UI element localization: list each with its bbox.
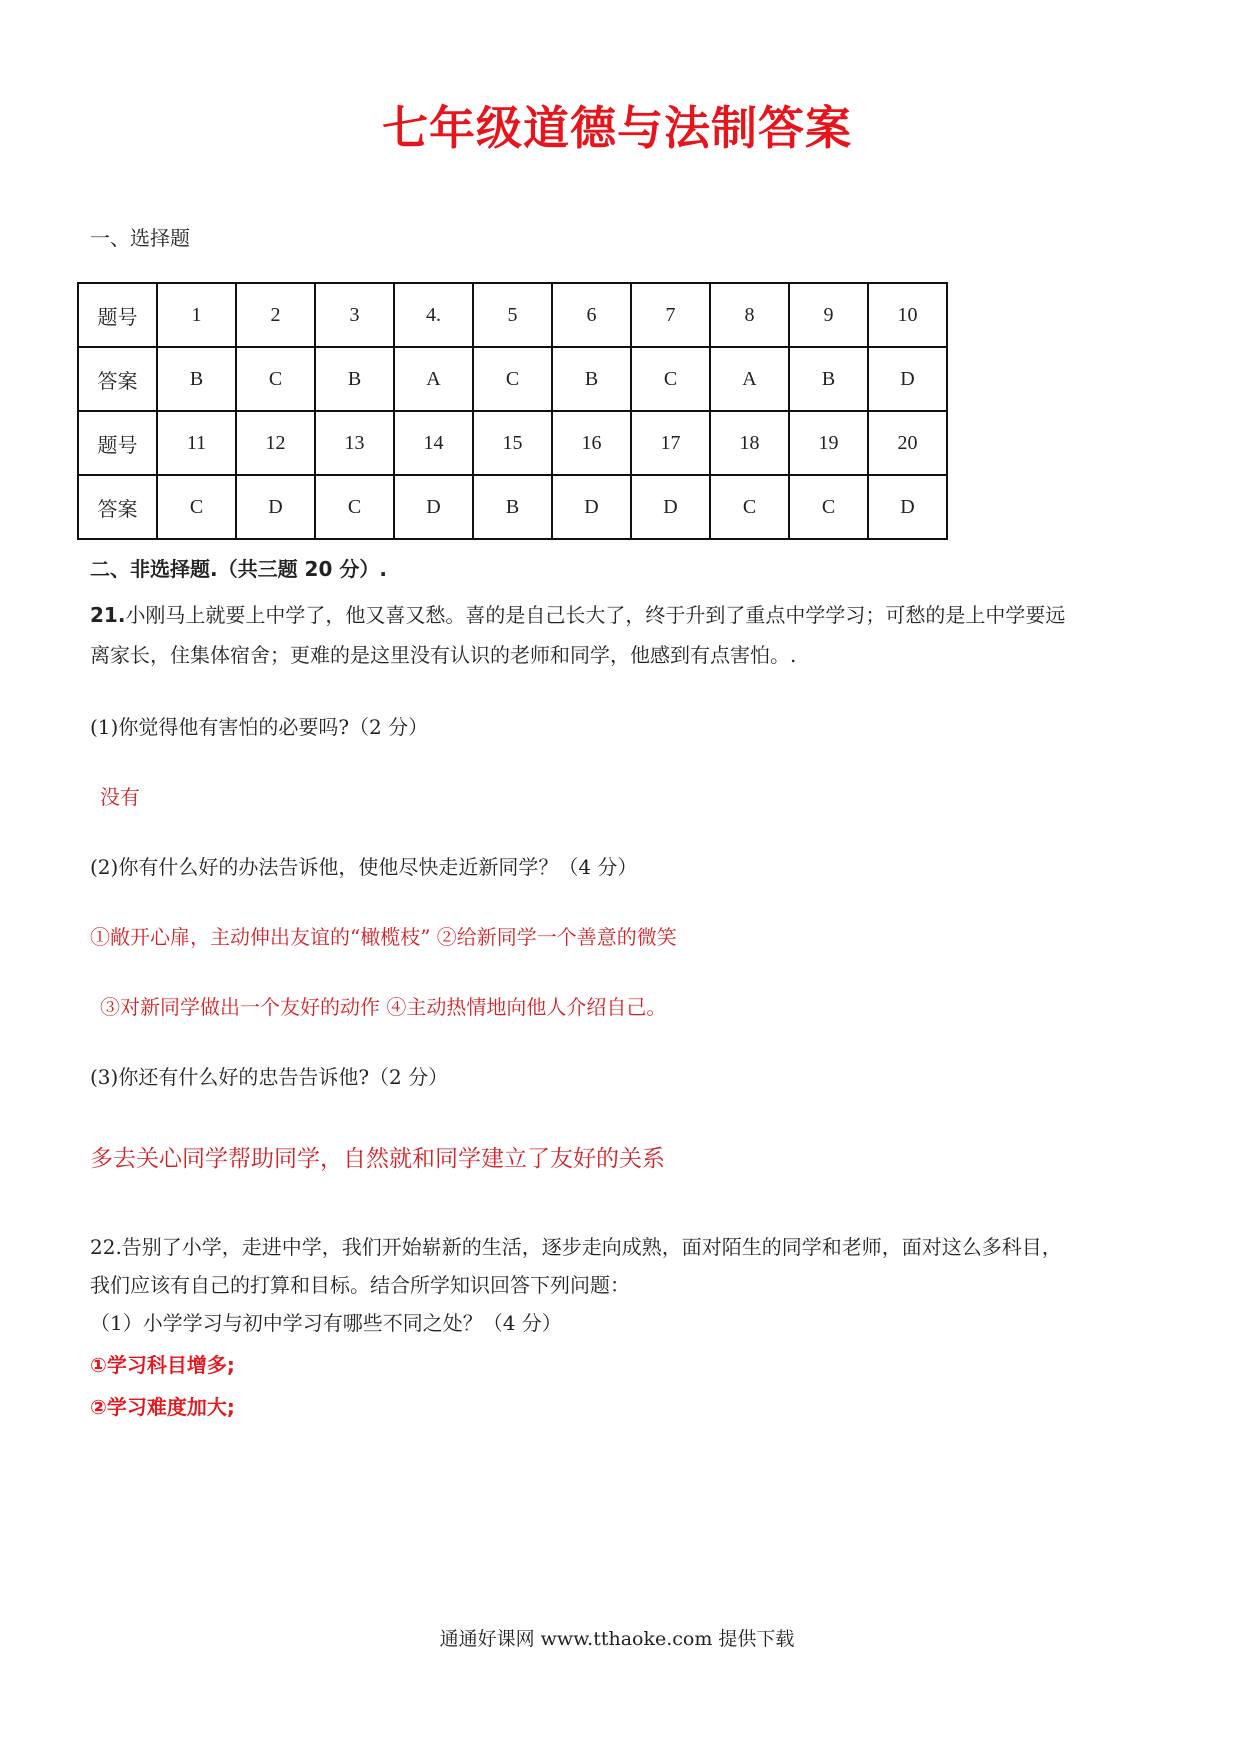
question-22-text-line1: 22.告别了小学，走进中学，我们开始崭新的生活，逐步走向成熟，面对陌生的同学和老师，面对这么多科目，	[90, 1235, 1062, 1259]
table-cell: 8	[710, 283, 789, 347]
table-cell: 15	[473, 411, 552, 475]
table-cell: 17	[631, 411, 710, 475]
answer-table	[77, 282, 948, 540]
table-cell: B	[315, 347, 394, 411]
question-21-sub3: (3)你还有什么好的忠告告诉他?（2 分）	[90, 1065, 449, 1089]
table-cell: 1	[157, 283, 236, 347]
question-21-answer1: 没有	[100, 785, 140, 809]
page-title: 七年级道德与法制答案	[382, 101, 852, 155]
table-cell: 13	[315, 411, 394, 475]
table-cell: 14	[394, 411, 473, 475]
table-cell: 9	[789, 283, 868, 347]
table-cell: 5	[473, 283, 552, 347]
question-22-sub1: （1）小学学习与初中学习有哪些不同之处？（4 分）	[90, 1311, 562, 1335]
table-cell: 4.	[394, 283, 473, 347]
table-cell: B	[473, 475, 552, 539]
table-cell: C	[710, 475, 789, 539]
table-row-label: 题号	[78, 411, 157, 475]
question-21-stem: 小刚马上就要上中学了，他又喜又愁。喜的是自己长大了，终于升到了重点中学学习；可愁的是上中学要远	[125, 603, 1066, 627]
table-cell: 2	[236, 283, 315, 347]
table-cell: A	[394, 347, 473, 411]
table-cell: C	[789, 475, 868, 539]
table-row-label: 答案	[78, 475, 157, 539]
table-row	[78, 347, 947, 411]
question-21-answer2-line2: ③对新同学做出一个友好的动作 ④主动热情地向他人介绍自己。	[100, 995, 667, 1019]
table-cell: C	[236, 347, 315, 411]
table-cell: 16	[552, 411, 631, 475]
question-21-sub2: (2)你有什么好的办法告诉他，使他尽快走近新同学？（4 分）	[90, 855, 638, 879]
table-row-label: 答案	[78, 347, 157, 411]
table-cell: C	[473, 347, 552, 411]
table-cell: 11	[157, 411, 236, 475]
section-heading-non-choice: 二、非选择题.（共三题 20 分）.	[90, 557, 387, 581]
table-row-label: 题号	[78, 283, 157, 347]
table-cell: 7	[631, 283, 710, 347]
question-21-answer3: 多去关心同学帮助同学，自然就和同学建立了友好的关系	[90, 1146, 665, 1172]
page-footer: 通通好课网 www.tthaoke.com 提供下载	[439, 1628, 795, 1650]
table-cell: 19	[789, 411, 868, 475]
question-21-number: 21.	[90, 603, 126, 627]
section-heading-multiple-choice: 一、选择题	[90, 226, 190, 250]
question-21-text-line1	[90, 600, 1065, 630]
table-cell: 10	[868, 283, 947, 347]
question-22-answer1-line1: ①学习科目增多;	[90, 1353, 235, 1377]
table-cell: 6	[552, 283, 631, 347]
table-cell: D	[631, 475, 710, 539]
table-cell: 12	[236, 411, 315, 475]
table-cell: B	[552, 347, 631, 411]
question-21-answer2-line1: ①敞开心扉，主动伸出友谊的“橄榄枝” ②给新同学一个善意的微笑	[90, 925, 677, 949]
table-cell: D	[552, 475, 631, 539]
table-cell: 18	[710, 411, 789, 475]
table-cell: 3	[315, 283, 394, 347]
table-cell: D	[394, 475, 473, 539]
table-cell: B	[157, 347, 236, 411]
table-row	[78, 475, 947, 539]
question-22-text-line2: 我们应该有自己的打算和目标。结合所学知识回答下列问题：	[90, 1273, 630, 1297]
table-cell: D	[868, 475, 947, 539]
table-cell: 20	[868, 411, 947, 475]
table-cell: D	[236, 475, 315, 539]
table-cell: C	[631, 347, 710, 411]
table-row	[78, 283, 947, 347]
question-22-answer1-line2: ②学习难度加大;	[90, 1395, 235, 1419]
table-cell: D	[868, 347, 947, 411]
question-21-text-line2: 离家长，住集体宿舍；更难的是这里没有认识的老师和同学，他感到有点害怕。.	[90, 643, 797, 667]
table-cell: A	[710, 347, 789, 411]
table-row	[78, 411, 947, 475]
table-cell: C	[157, 475, 236, 539]
table-cell: C	[315, 475, 394, 539]
table-cell: B	[789, 347, 868, 411]
question-21-sub1: (1)你觉得他有害怕的必要吗?（2 分）	[90, 715, 429, 739]
